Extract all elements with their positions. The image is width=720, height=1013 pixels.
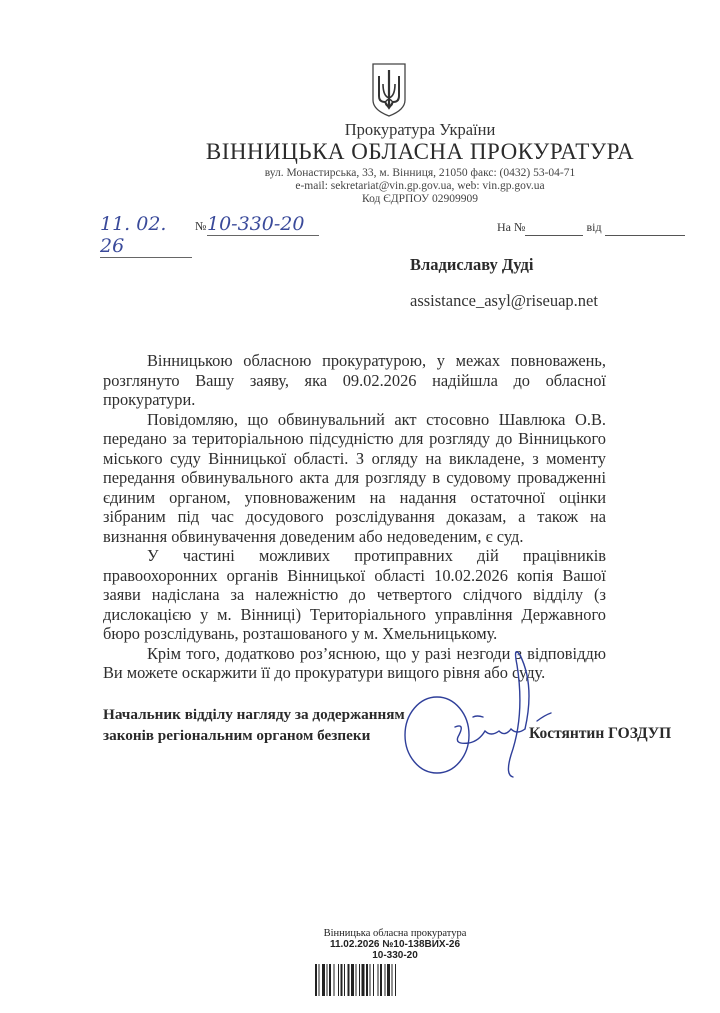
registration-stamp — [300, 928, 490, 961]
letter-body — [103, 351, 606, 683]
barcode-bar — [344, 964, 345, 996]
paragraph: Крім того, додатково роз’яснюю, що у разі незгоди з відповіддю Ви можете оскаржити її до прокуратури вищого рівня або суду. — [103, 643, 606, 682]
address-line: вул. Монастирська, 33, м. Вінниця, 21050 факс: (0432) 53-04-71 — [264, 167, 576, 179]
number-symbol: № — [195, 219, 207, 233]
barcode-bar — [370, 964, 371, 996]
paragraph: У частині можливих протиправних дій працівників правоохоронних органів Вінницької області 10.02.2026 копія Вашої заяви надіслана за належністю до четвертого слідчого відділу (з дислокацією у м. Вінниці) Територіального управління Державного бюро розслідувань, розташованого у м. Хмельницькому. — [103, 546, 606, 643]
barcode-bar — [315, 964, 317, 996]
barcode-bar — [395, 964, 396, 996]
org-name: ВІННИЦЬКА ОБЛАСНА ПРОКУРАТУРА — [205, 139, 635, 164]
signatory-title — [103, 705, 405, 746]
barcode-bar — [338, 964, 339, 996]
signatory-title-line: законів регіональним органом безпеки — [103, 726, 371, 744]
barcode-bar — [356, 964, 357, 996]
barcode-bar — [348, 964, 350, 996]
handwritten-signature-icon — [395, 645, 555, 785]
barcode-bar — [329, 964, 331, 996]
ref-date-label: від — [586, 220, 602, 234]
outgoing-date: 11. 02. 26 — [100, 213, 192, 258]
barcode-bar — [341, 964, 343, 996]
stamp-org: Вінницька обласна прокуратура — [323, 928, 467, 939]
ref-number-blank — [525, 220, 583, 236]
barcode-bar — [373, 964, 374, 996]
barcode-icon — [315, 964, 467, 996]
barcode-bar — [380, 964, 382, 996]
reference-field — [497, 220, 685, 236]
signatory-title-line: Начальник відділу нагляду за додержанням — [103, 706, 405, 723]
addressee-email: assistance_asyl@riseuap.net — [410, 291, 598, 310]
code-line: Код ЄДРПОУ 02909909 — [361, 193, 479, 205]
barcode-bar — [319, 964, 320, 996]
barcode-bar — [366, 964, 368, 996]
paragraph: Повідомляю, що обвинувальний акт стосовно Шавлюка О.В. передано за територіальною підсудністю для розгляду до Вінницького міського суду Вінницької області. З огляду на викладене, з моменту передання обвинувального акта для розгляду в судовому провадженні єдиним органом, уповноваженим на надання остаточної оцінки зібраним під час досудового розслідування доказам, а також на визнання обвинувачення доведеним або недоведеним, є суд. — [103, 409, 606, 546]
barcode-bar — [334, 964, 335, 996]
paragraph: Вінницькою обласною прокуратурою, у межах повноважень, розглянуто Вашу заяву, яка 09.02.2026 надійшла до обласної прокуратури. — [103, 351, 606, 409]
contacts-line: e-mail: sekretariat@vin.gp.gov.ua, web: vin.gp.gov.ua — [295, 180, 545, 192]
org-parent: Прокуратура України — [344, 120, 496, 139]
signatory-name: Костянтин ГОЗДУП — [529, 725, 672, 742]
barcode-bar — [387, 964, 390, 996]
outgoing-number: 10-330-20 — [207, 213, 319, 236]
barcode-bar — [351, 964, 354, 996]
addressee-name: Владиславу Дуді — [410, 255, 534, 274]
trident-coat-of-arms-icon — [371, 62, 407, 118]
barcode-bar — [359, 964, 360, 996]
barcode-bar — [322, 964, 325, 996]
barcode-bar — [327, 964, 328, 996]
stamp-registration: 11.02.2026 №10-138ВИХ-26 — [329, 939, 461, 950]
ref-number-label: На № — [497, 220, 526, 234]
barcode-bar — [392, 964, 393, 996]
barcode-bar — [385, 964, 386, 996]
ref-date-blank — [605, 220, 685, 236]
stamp-code: 10-330-20 — [372, 950, 418, 961]
barcode-bar — [362, 964, 365, 996]
barcode-bar — [378, 964, 379, 996]
